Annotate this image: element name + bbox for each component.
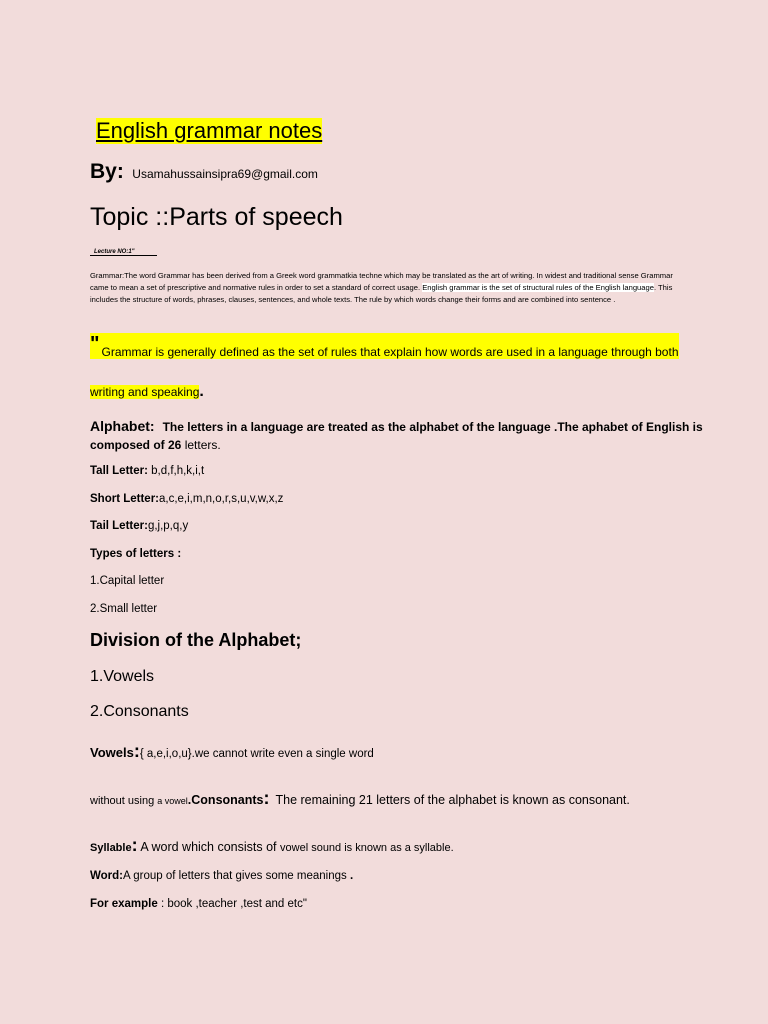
short-letter-line xyxy=(90,493,283,505)
example-text: : book ,teacher ,test and etc" xyxy=(157,898,307,910)
division-heading: Division of the Alphabet; xyxy=(90,630,302,650)
consonants-line xyxy=(90,788,630,809)
intro-part2: English grammar is the set of structural rules of the English language xyxy=(422,282,654,292)
types-label: Types of letters : xyxy=(90,548,182,560)
alphabet-text-2: letters. xyxy=(181,438,221,452)
author-label: By: xyxy=(90,160,124,183)
tail-letter-value: g,j,p,q,y xyxy=(147,520,189,532)
syllable-label: Syllable xyxy=(90,842,132,854)
intro-part1: Grammar:The word Grammar has been derived from a Greek word grammatkia techne which may be translated as the art of writing. In widest and traditional sense Grammar came to mean a set of prescriptive and normative rules in order to set a standard of correct usage. xyxy=(90,271,673,292)
document-title: English grammar notes xyxy=(96,118,323,143)
without-small: a vowel xyxy=(157,796,188,806)
author-line xyxy=(90,160,318,184)
capital-letter-item: 1.Capital letter xyxy=(90,575,165,587)
quote-text-1: Grammar is generally defined as the set of rules that explain how words are used in a language through both xyxy=(101,345,679,359)
quote-text-2: writing and speaking xyxy=(90,385,200,399)
tall-letter-value: b,d,f,h,k,i,t xyxy=(147,465,205,477)
vowels-item: 1.Vowels xyxy=(90,668,155,685)
word-dot: . xyxy=(349,870,354,882)
vowels-text: { a,e,i,o,u}.we cannot write even a single word xyxy=(139,748,374,760)
alphabet-text-1: The letters in a language are treated as the alphabet of the language .The aphabet of English is xyxy=(162,420,703,434)
short-letter-value: a,c,e,i,m,n,o,r,s,u,v,w,x,z xyxy=(159,493,284,505)
tail-letter-label: Tail Letter: xyxy=(90,520,148,532)
vowels-label: Vowels xyxy=(90,745,134,760)
consonants-item: 2.Consonants xyxy=(90,703,189,720)
quote-line-2 xyxy=(90,383,204,401)
intro-paragraph xyxy=(90,270,690,305)
without-text: without using xyxy=(90,795,158,807)
word-text: A group of letters that gives some meanings xyxy=(123,870,350,882)
small-letter-item: 2.Small letter xyxy=(90,603,158,615)
syllable-mid: A word which consists of xyxy=(137,840,281,854)
tall-letter-line xyxy=(90,465,204,477)
types-of-letters xyxy=(90,548,181,560)
example-line xyxy=(90,898,307,910)
alphabet-label: Alphabet: xyxy=(90,418,155,434)
consonants-label: Consonants xyxy=(191,793,264,807)
vowels-colon: : xyxy=(133,741,140,761)
quote-line-1 xyxy=(90,333,679,359)
lecture-number: Lecture NO:1" xyxy=(90,249,157,256)
word-label: Word: xyxy=(90,870,124,882)
tail-letter-line xyxy=(90,520,188,532)
syllable-line xyxy=(90,835,454,856)
author-email: Usamahussainsipra69@gmail.com xyxy=(132,167,318,181)
short-letter-label: Short Letter: xyxy=(90,493,159,505)
intro-part3: . This includes the structure of words, phrases, clauses, sentences, and whole texts. The rule by which words change their forms and are combined into sentence . xyxy=(90,282,673,304)
vowels-line xyxy=(90,741,374,762)
word-line xyxy=(90,870,353,882)
syllable-text: vowel sound is known as a syllable. xyxy=(280,842,454,854)
syllable-colon: : xyxy=(131,835,138,855)
consonants-colon: : xyxy=(263,788,270,808)
alphabet-line-2 xyxy=(90,438,221,452)
without-dot: . xyxy=(187,793,192,807)
topic-heading: Topic ::Parts of speech xyxy=(90,203,343,231)
example-label: For example xyxy=(90,898,158,910)
alphabet-text-2-bold: composed of 26 xyxy=(90,438,182,452)
tall-letter-label: Tall Letter: xyxy=(90,465,148,477)
quote-mark: " xyxy=(90,333,100,355)
alphabet-line-1 xyxy=(90,418,703,434)
consonants-text: The remaining 21 letters of the alphabet is known as consonant. xyxy=(275,793,630,807)
quote-end: . xyxy=(199,383,204,400)
